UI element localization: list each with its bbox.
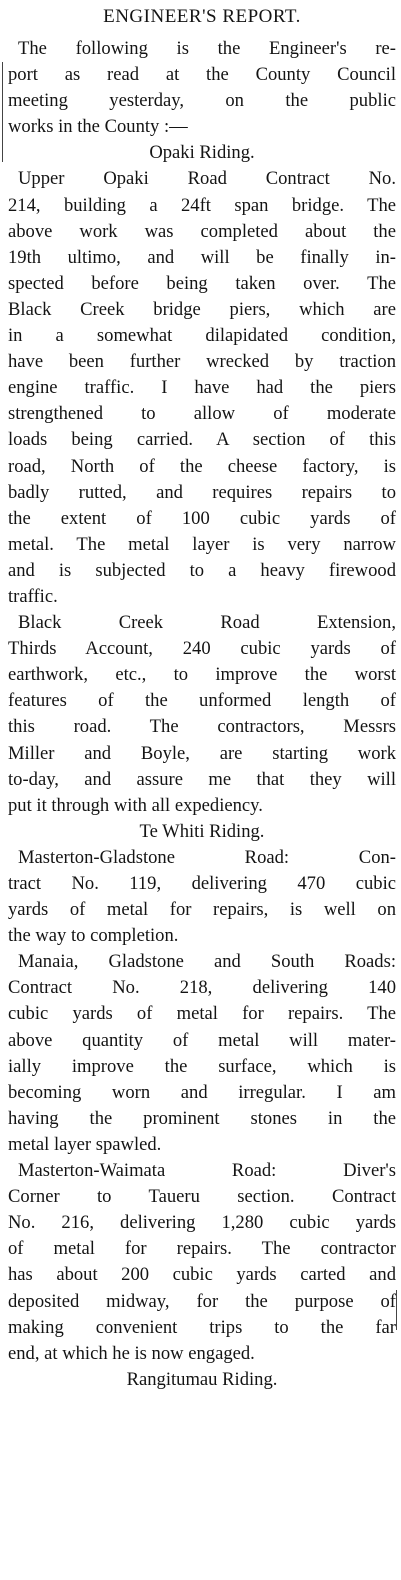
text-line: making convenient trips to the far xyxy=(8,1316,396,1338)
text-line: port as read at the County Council xyxy=(8,64,396,86)
text-line: badly rutted, and requires repairs to xyxy=(8,481,396,503)
text-line: Manaia, Gladstone and South Roads: xyxy=(18,951,396,973)
text-line: above work was completed about the xyxy=(8,220,396,242)
text-line: of metal for repairs. The contractor xyxy=(8,1238,396,1260)
text-line: Contract No. 218, delivering 140 xyxy=(8,977,396,999)
article-column xyxy=(8,4,396,1393)
text-line: put it through with all expediency. xyxy=(8,794,263,816)
text-line: No. 216, delivering 1,280 cubic yards xyxy=(8,1212,396,1234)
text-line: spected before being taken over. The xyxy=(8,272,396,294)
text-line: ially improve the surface, which is xyxy=(8,1055,396,1077)
text-line: Miller and Boyle, are starting work xyxy=(8,742,396,764)
article-title: ENGINEER'S REPORT. xyxy=(103,6,301,27)
text-line: have been further wrecked by traction xyxy=(8,351,396,373)
text-line: metal layer spawled. xyxy=(8,1133,162,1155)
text-line: the way to completion. xyxy=(8,925,179,947)
article-body xyxy=(8,36,396,1393)
text-line: Thirds Account, 240 cubic yards of xyxy=(8,638,396,660)
paragraph xyxy=(8,1158,396,1367)
paragraph xyxy=(8,845,396,949)
heading-line: Te Whiti Riding. xyxy=(139,820,265,842)
text-line: road, North of the cheese factory, is xyxy=(8,455,396,477)
text-line: having the prominent stones in the xyxy=(8,1107,396,1129)
text-line: end, at which he is now engaged. xyxy=(8,1342,255,1364)
text-line: tract No. 119, delivering 470 cubic xyxy=(8,873,396,894)
paragraph xyxy=(8,36,396,140)
text-line: deposited midway, for the purpose of xyxy=(8,1290,396,1312)
text-line: cubic yards of metal for repairs. The xyxy=(8,1003,396,1025)
text-line: strengthened to allow of moderate xyxy=(8,403,396,425)
text-line: earthwork, etc., to improve the worst xyxy=(8,664,396,686)
paragraph xyxy=(8,949,396,1158)
text-line: in a somewhat dilapidated condition, xyxy=(8,325,396,347)
text-line: metal. The metal layer is very narrow xyxy=(8,533,396,555)
text-line: Masterton-Gladstone Road: Con- xyxy=(18,846,396,868)
text-line: Black Creek Road Extension, xyxy=(18,612,396,634)
section-heading xyxy=(8,819,396,845)
text-line: above quantity of metal will mater- xyxy=(8,1029,396,1051)
column-rule-top xyxy=(2,62,3,162)
text-line: yards of metal for repairs, is well on xyxy=(8,899,396,921)
text-line: The following is the Engineer's re- xyxy=(18,38,396,59)
text-line: 19th ultimo, and will be finally in- xyxy=(8,246,396,268)
text-line: works in the County :— xyxy=(8,116,188,138)
text-line: this road. The contractors, Messrs xyxy=(8,716,396,738)
text-line: meeting yesterday, on the public xyxy=(8,90,396,112)
text-line: the extent of 100 cubic yards of xyxy=(8,507,396,529)
paragraph xyxy=(8,166,396,610)
section-heading xyxy=(8,140,396,166)
text-line: has about 200 cubic yards carted and xyxy=(8,1264,396,1286)
text-line: traffic. xyxy=(8,585,58,607)
text-line: to-day, and assure me that they will xyxy=(8,768,396,790)
text-line: Corner to Taueru section. Contract xyxy=(8,1186,396,1208)
text-line: Masterton-Waimata Road: Diver's xyxy=(18,1160,396,1182)
paragraph xyxy=(8,610,396,819)
text-line: becoming worn and irregular. I am xyxy=(8,1081,396,1103)
text-line: and is subjected to a heavy firewood xyxy=(8,559,396,581)
column-rule-bottom xyxy=(396,1290,397,1330)
text-line: Black Creek bridge piers, which are xyxy=(8,298,396,320)
text-line: Upper Opaki Road Contract No. xyxy=(18,168,396,190)
heading-line: Rangitumau Riding. xyxy=(126,1368,278,1390)
heading-line: Opaki Riding. xyxy=(149,142,255,164)
section-heading xyxy=(8,1367,396,1393)
text-line: loads being carried. A section of this xyxy=(8,429,396,451)
text-line: 214, building a 24ft span bridge. The xyxy=(8,194,396,216)
text-line: engine traffic. I have had the piers xyxy=(8,377,396,399)
text-line: features of the unformed length of xyxy=(8,690,396,712)
